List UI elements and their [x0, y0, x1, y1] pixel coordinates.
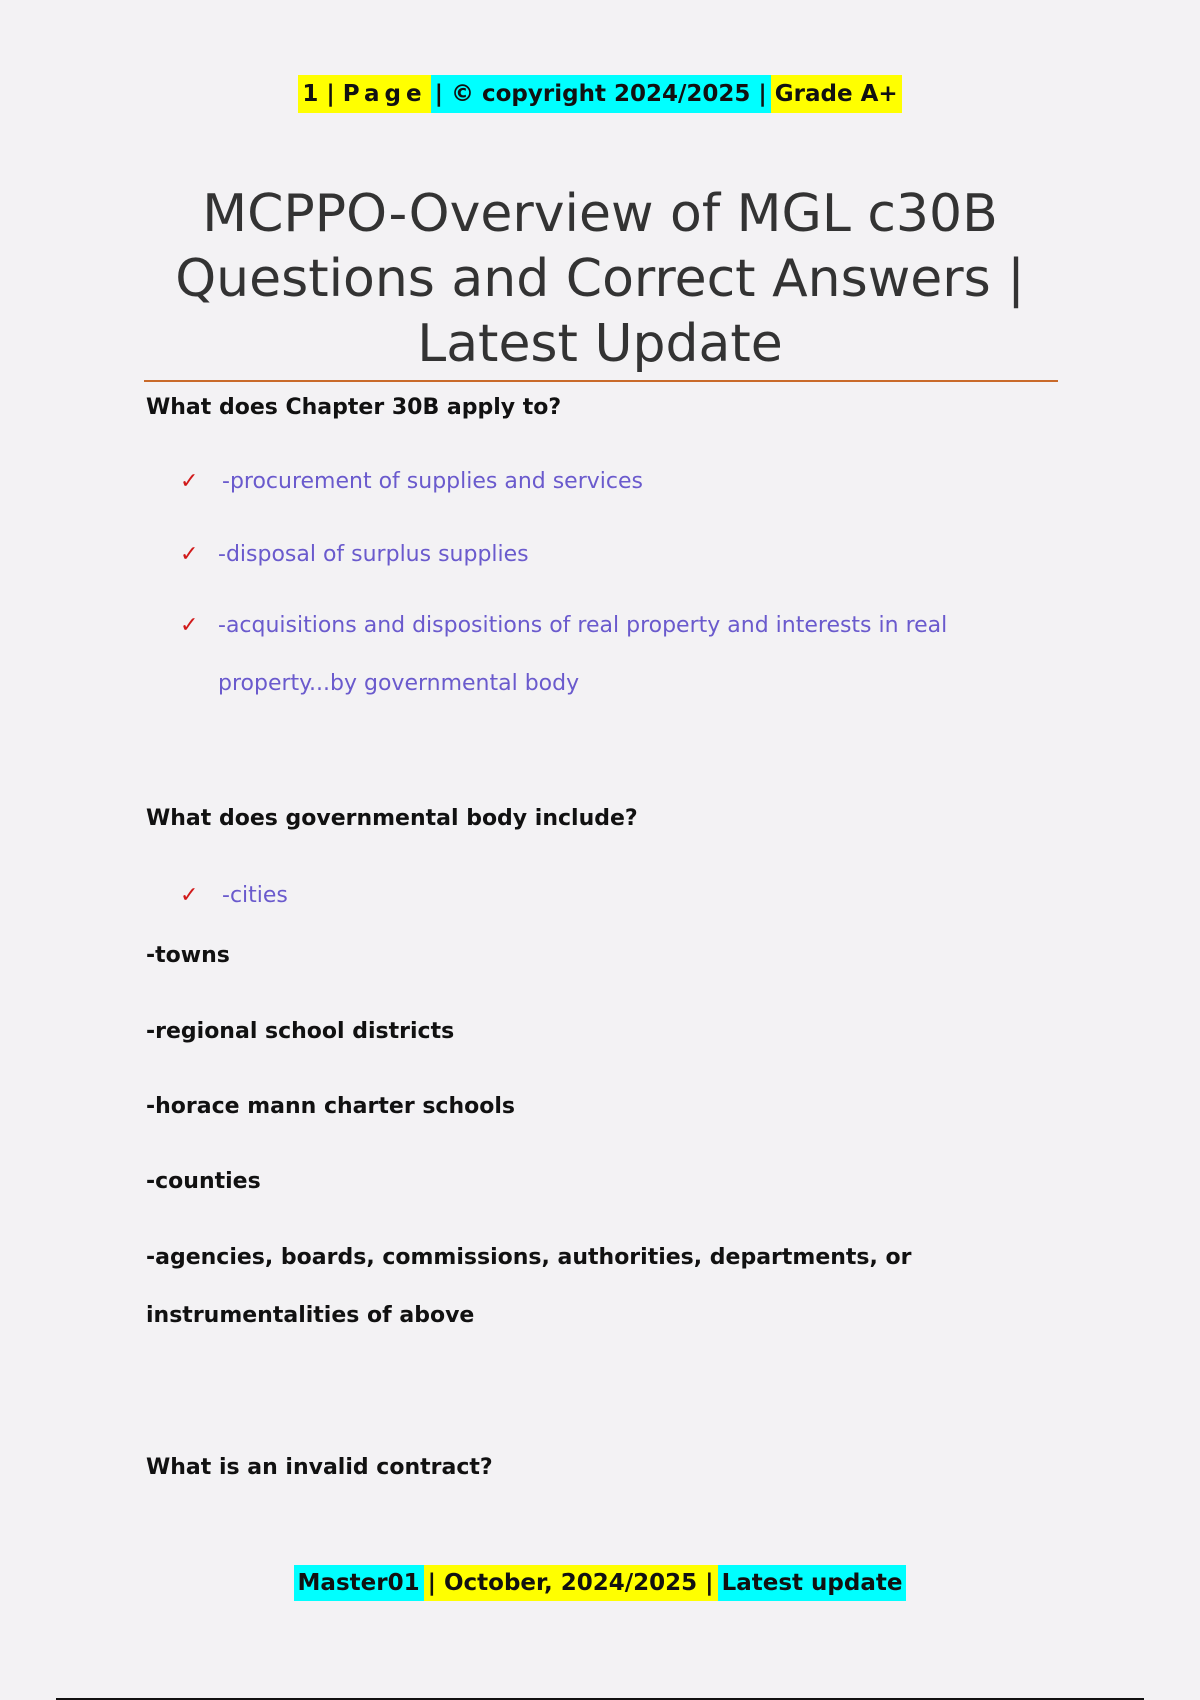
checkmark-icon: ✓	[180, 883, 199, 908]
checkmark-icon: ✓	[180, 469, 199, 494]
answer-text: -acquisitions and dispositions of real property and interests in real property...by governmental body	[218, 613, 948, 696]
answer-text: -disposal of surplus supplies	[218, 542, 529, 567]
page-label: Page	[342, 81, 427, 107]
answer-item	[180, 526, 1020, 584]
question-2: What does governmental body include?	[146, 806, 638, 831]
page-header	[0, 75, 1200, 113]
answer-text: -procurement of supplies and services	[222, 469, 643, 494]
answer-text: -cities	[222, 883, 288, 908]
title-divider	[144, 380, 1058, 382]
list-item: -agencies, boards, commissions, authorities, departments, or instrumentalities of above	[146, 1245, 912, 1328]
list-item: -towns	[146, 943, 230, 968]
page-number: 1	[302, 81, 319, 107]
status-tag: Latest update	[718, 1565, 907, 1601]
document-title: MCPPO-Overview of MGL c30B Questions and Correct Answers | Latest Update	[175, 184, 1025, 374]
answer-item	[180, 867, 1020, 925]
grade-badge: Grade A+	[771, 75, 902, 113]
list-item: -counties	[146, 1169, 261, 1194]
question-3: What is an invalid contract?	[146, 1455, 493, 1480]
checkmark-icon: ✓	[180, 542, 199, 567]
answer-item	[180, 453, 1020, 511]
copyright-text: | © copyright 2024/2025 |	[431, 75, 771, 113]
list-item: -horace mann charter schools	[146, 1094, 515, 1119]
page-number-highlight	[298, 75, 430, 113]
author-tag: Master01	[294, 1565, 424, 1601]
checkmark-icon: ✓	[180, 613, 199, 638]
answer-item	[180, 597, 1020, 713]
footer-date: | October, 2024/2025 |	[424, 1565, 718, 1601]
page-header-separator: |	[318, 81, 343, 107]
question-1: What does Chapter 30B apply to?	[146, 395, 562, 420]
page-footer	[0, 1565, 1200, 1601]
list-item: -regional school districts	[146, 1019, 455, 1044]
